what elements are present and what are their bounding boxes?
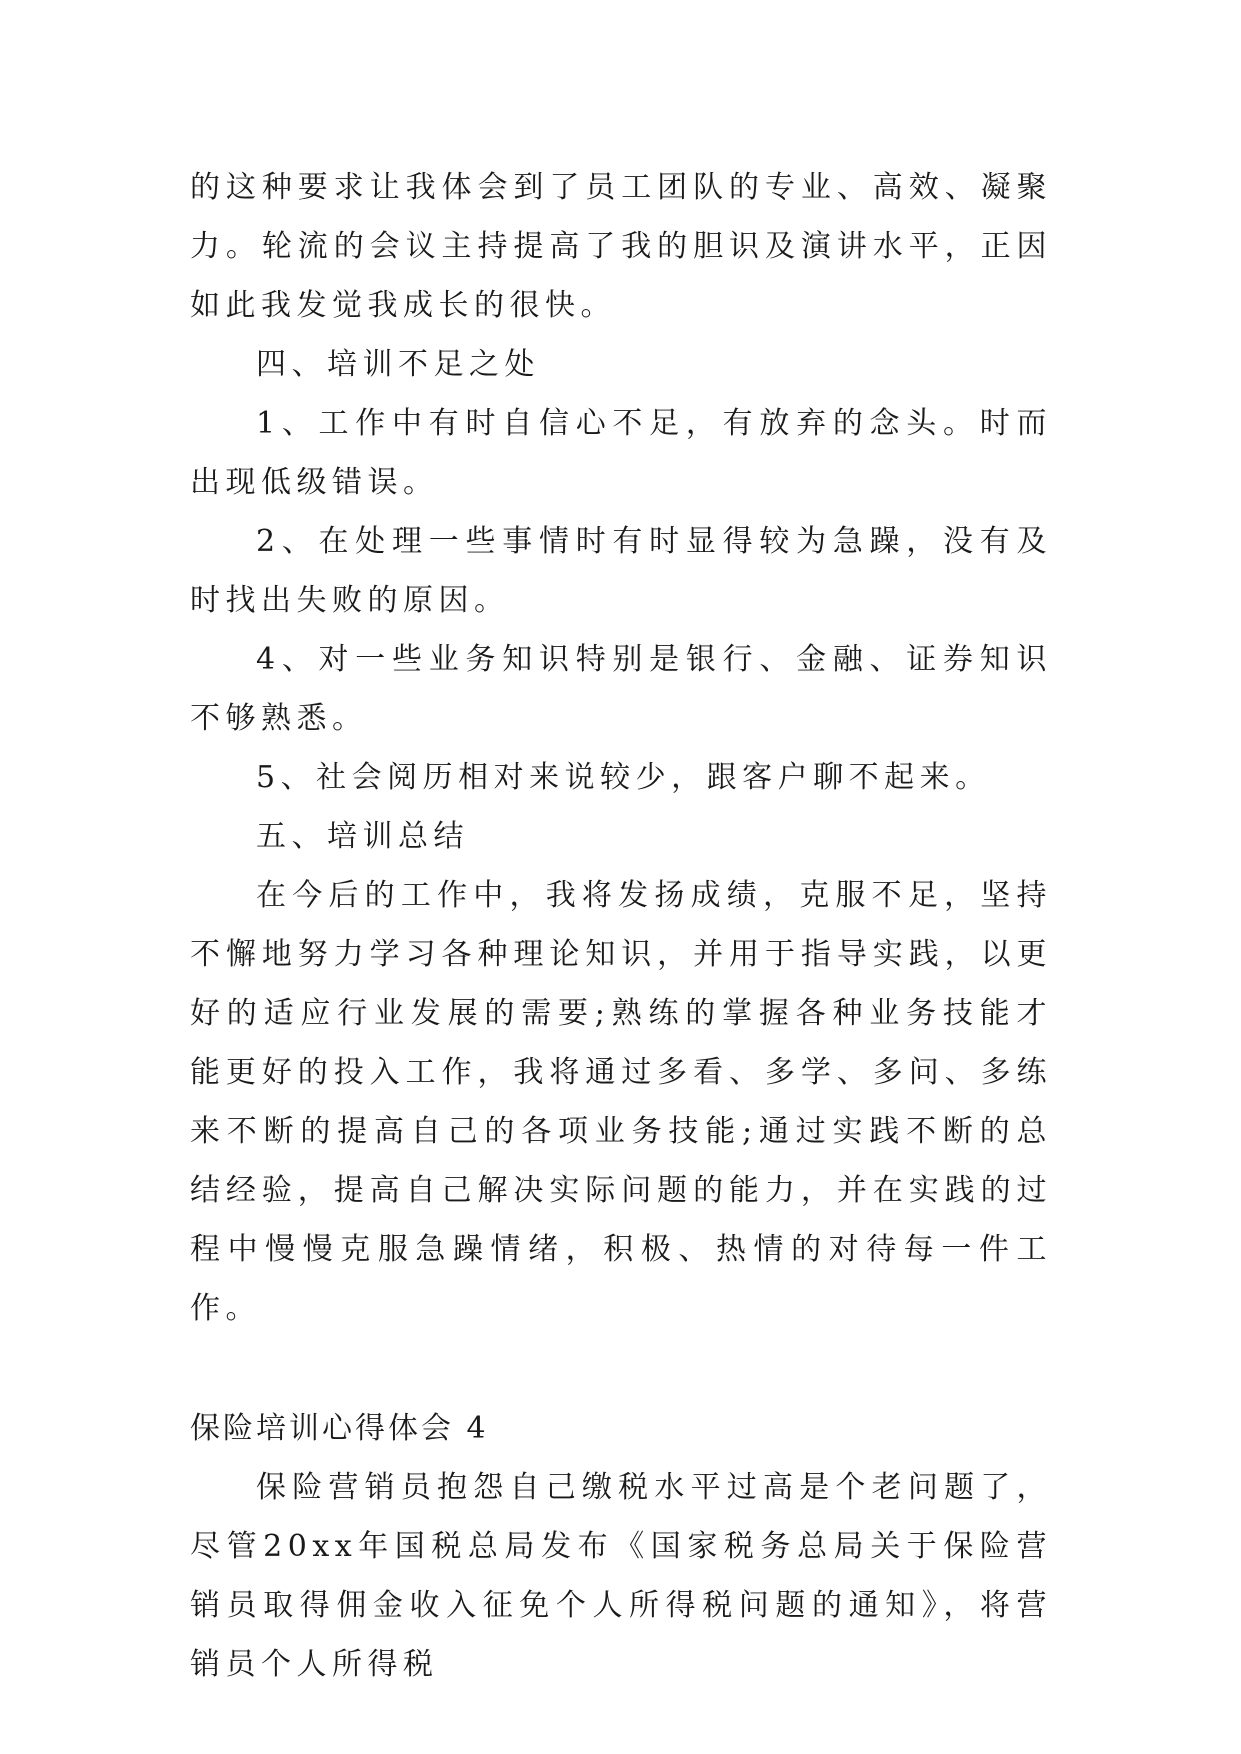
heading-training-summary: 五、培训总结: [256, 819, 469, 854]
shortcoming-item-4: 4、对一些业务知识特别是银行、金融、证券知识不够熟悉。: [190, 642, 1052, 736]
shortcoming-item-5: 5、社会阅历相对来说较少，跟客户聊不起来。: [256, 760, 991, 795]
shortcoming-item-2: 2、在处理一些事情时有时显得较为急躁，没有及时找出失败的原因。: [190, 524, 1052, 618]
paragraph-summary: 在今后的工作中，我将发扬成绩，克服不足，坚持不懈地努力学习各种理论知识，并用于指导实践，以更好的适应行业发展的需要;熟练的掌握各种业务技能才能更好的投入工作，我将通过多看、多学、多问、多练来不断的提高自己的各项业务技能;通过实践不断的总结经验，提高自己解决实际问题的能力，并在实践的过程中慢慢克服急躁情绪，积极、热情的对待每一件工作。: [190, 878, 1052, 1326]
section-title: 保险培训心得体会 4: [190, 1411, 489, 1446]
paragraph-section3-tail: 的这种要求让我体会到了员工团队的专业、高效、凝聚力。轮流的会议主持提高了我的胆识及演讲水平，正因如此我发觉我成长的很快。: [190, 170, 1052, 323]
shortcoming-item-1: 1、工作中有时自信心不足，有放弃的念头。时而出现低级错误。: [190, 406, 1052, 500]
paragraph-section4-body: 保险营销员抱怨自己缴税水平过高是个老问题了，尽管20xx年国税总局发布《国家税务总局关于保险营销员取得佣金收入征免个人所得税问题的通知》，将营销员个人所得税: [190, 1470, 1052, 1682]
document-body: [190, 158, 1052, 1694]
heading-training-shortcomings: 四、培训不足之处: [256, 347, 540, 382]
